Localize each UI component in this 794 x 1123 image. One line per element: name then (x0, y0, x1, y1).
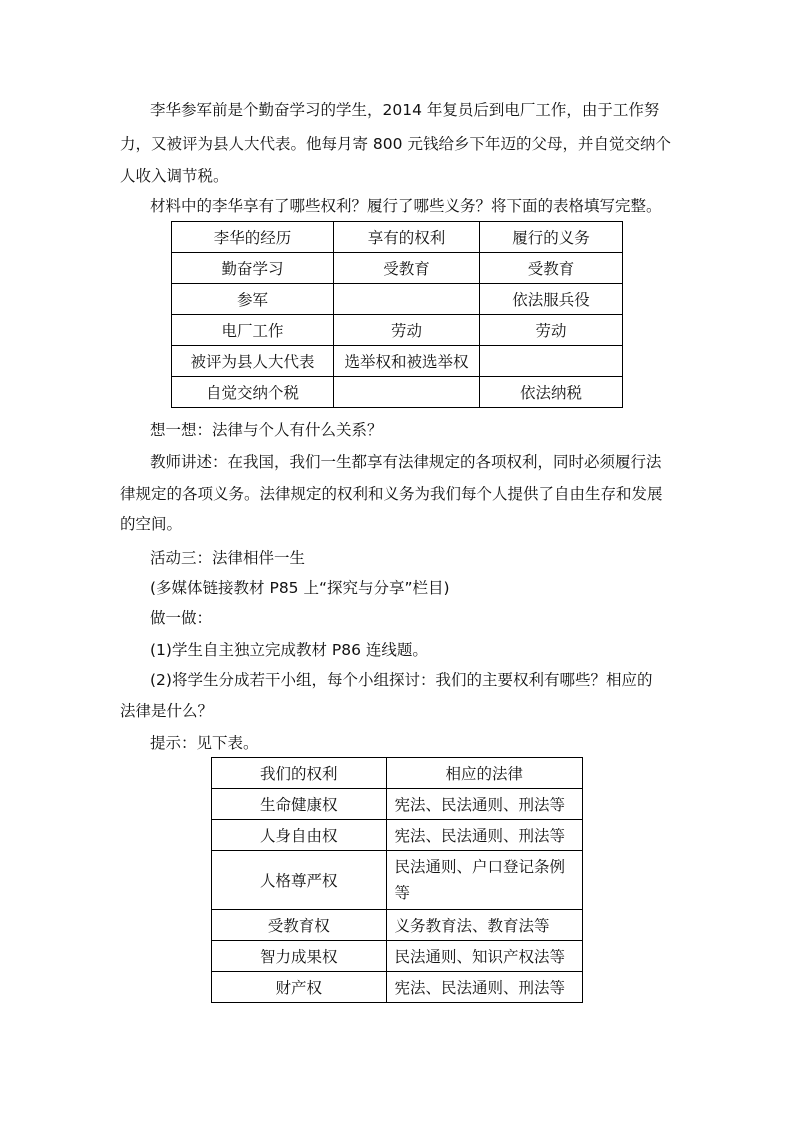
table-header-cell: 享有的权利 (334, 222, 480, 253)
table-cell: 依法纳税 (479, 377, 622, 408)
table-cell: 财产权 (212, 972, 387, 1003)
section-heading-activity-3: 活动三：法律相伴一生 (150, 549, 306, 567)
table-header-cell: 李华的经历 (172, 222, 334, 253)
table-cell: 人格尊严权 (212, 851, 387, 910)
table-row (212, 972, 583, 1003)
table-cell: 宪法、民法通则、刑法等 (386, 820, 582, 851)
table-cell: 宪法、民法通则、刑法等 (386, 972, 582, 1003)
table-cell: 生命健康权 (212, 789, 387, 820)
table-row (212, 941, 583, 972)
table-cell-blank (334, 377, 480, 408)
table-cell: 受教育 (479, 253, 622, 284)
table-cell: 民法通则、知识产权法等 (386, 941, 582, 972)
table-row (172, 315, 623, 346)
table-cell-blank (479, 346, 622, 377)
paragraph-step-1: (1)学生自主独立完成教材 P86 连线题。 (150, 641, 428, 659)
table-cell: 劳动 (334, 315, 480, 346)
table-cell: 劳动 (479, 315, 622, 346)
table-cell: 电厂工作 (172, 315, 334, 346)
paragraph-teacher-line-3: 的空间。 (120, 515, 183, 533)
table-cell: 民法通则、户口登记条例等 (386, 851, 582, 910)
table-row (172, 253, 623, 284)
paragraph-story-line-1: 李华参军前是个勤奋学习的学生，2014 年复员后到电厂工作，由于工作努 (150, 101, 660, 119)
table-cell: 依法服兵役 (479, 284, 622, 315)
paragraph-media-link: (多媒体链接教材 P85 上“探究与分享”栏目) (150, 579, 450, 597)
table-header-cell: 我们的权利 (212, 758, 387, 789)
rights-duties-table (171, 221, 623, 408)
paragraph-story-line-3: 人收入调节税。 (120, 167, 229, 185)
table-cell: 参军 (172, 284, 334, 315)
table-header-row (212, 758, 583, 789)
table-cell: 人身自由权 (212, 820, 387, 851)
paragraph-step-2-line-1: (2)将学生分成若干小组，每个小组探讨：我们的主要权利有哪些？相应的 (150, 671, 653, 689)
table-cell-blank (334, 284, 480, 315)
table-cell: 义务教育法、教育法等 (386, 910, 582, 941)
table-row (172, 284, 623, 315)
paragraph-story-line-2: 力，又被评为县人大代表。他每月寄 800 元钱给乡下年迈的父母，并自觉交纳个 (120, 135, 671, 153)
paragraph-think: 想一想：法律与个人有什么关系？ (150, 421, 383, 439)
table-header-cell: 履行的义务 (479, 222, 622, 253)
table-cell: 选举权和被选举权 (334, 346, 480, 377)
paragraph-teacher-line-2: 律规定的各项义务。法律规定的权利和义务为我们每个人提供了自由生存和发展 (120, 485, 663, 503)
paragraph-do-it: 做一做： (150, 609, 213, 627)
paragraph-question: 材料中的李华享有了哪些权利？履行了哪些义务？将下面的表格填写完整。 (150, 197, 662, 215)
table-row (212, 789, 583, 820)
paragraph-teacher-line-1: 教师讲述：在我国，我们一生都享有法律规定的各项权利，同时必须履行法 (150, 453, 662, 471)
table-cell: 受教育权 (212, 910, 387, 941)
table-header-row (172, 222, 623, 253)
table-cell: 宪法、民法通则、刑法等 (386, 789, 582, 820)
table-row (172, 346, 623, 377)
table-row (172, 377, 623, 408)
rights-laws-table (211, 757, 583, 1003)
table-cell: 智力成果权 (212, 941, 387, 972)
table-row (212, 910, 583, 941)
table-row (212, 820, 583, 851)
paragraph-hint: 提示：见下表。 (150, 734, 259, 752)
table-cell: 受教育 (334, 253, 480, 284)
paragraph-step-2-line-2: 法律是什么？ (120, 702, 214, 720)
table-cell: 被评为县人大代表 (172, 346, 334, 377)
table-cell: 勤奋学习 (172, 253, 334, 284)
table-header-cell: 相应的法律 (386, 758, 582, 789)
table-row (212, 851, 583, 910)
table-cell: 自觉交纳个税 (172, 377, 334, 408)
